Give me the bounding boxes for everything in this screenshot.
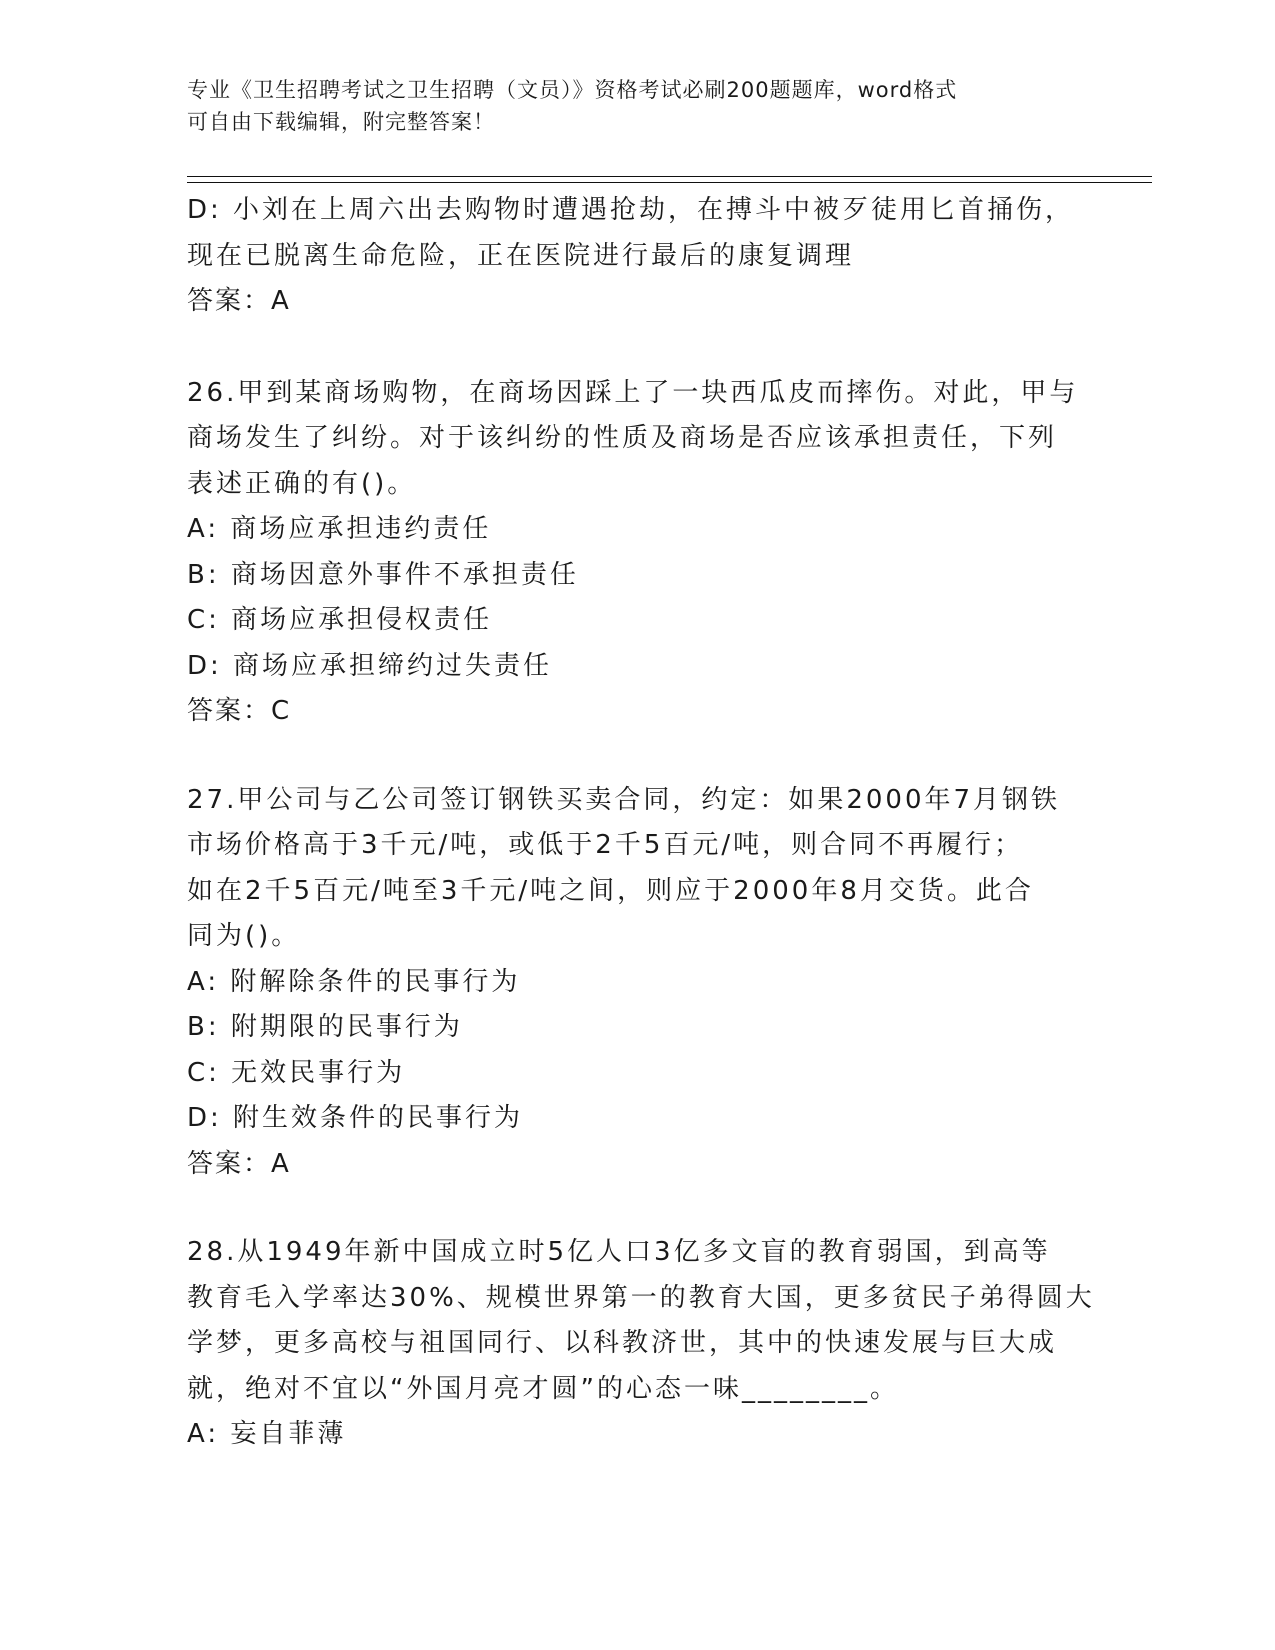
question-stem-line: 学梦，更多高校与祖国同行、以科教济世，其中的快速发展与巨大成 <box>187 1328 1058 1358</box>
question-content <box>187 188 1095 1458</box>
question-25-tail <box>187 188 1087 325</box>
document-header <box>187 74 1087 138</box>
option-d-line-2: 现在已脱离生命危险，正在医院进行最后的康复调理 <box>187 240 855 271</box>
answer-label: 答案：C <box>187 696 292 726</box>
question-stem-line: 26.甲到某商场购物，在商场因踩上了一块西瓜皮而摔伤。对此，甲与 <box>187 377 1079 408</box>
question-stem-line: 如在2千5百元/吨至3千元/吨之间，则应于2000年8月交货。此合 <box>187 875 1034 906</box>
answer-label: 答案：A <box>187 1148 291 1179</box>
header-title-line-1: 专业《卫生招聘考试之卫生招聘（文员）》资格考试必刷200题题库，word格式 <box>187 78 958 102</box>
answer-label: 答案：A <box>187 286 291 316</box>
option-a: A: 附解除条件的民事行为 <box>187 966 521 997</box>
question-stem-line: 教育毛入学率达30%、规模世界第一的教育大国，更多贫民子弟得圆大 <box>187 1282 1095 1313</box>
question-stem-line: 27.甲公司与乙公司签订钢铁买卖合同，约定：如果2000年7月钢铁 <box>187 784 1061 815</box>
question-27 <box>187 778 1087 1188</box>
header-rule-bottom <box>187 182 1152 183</box>
question-26 <box>187 371 1087 735</box>
option-a: A: 妄自菲薄 <box>187 1419 347 1449</box>
question-stem-line: 同为()。 <box>187 921 301 951</box>
option-c: C: 无效民事行为 <box>187 1057 406 1088</box>
option-c: C: 商场应承担侵权责任 <box>187 605 493 635</box>
question-stem-line: 表述正确的有()。 <box>187 468 417 499</box>
question-stem-line: 商场发生了纠纷。对于该纠纷的性质及商场是否应该承担责任，下列 <box>187 423 1058 453</box>
option-d: D: 附生效条件的民事行为 <box>187 1103 524 1133</box>
question-28 <box>187 1230 1095 1458</box>
option-d-line-1: D: 小刘在上周六出去购物时遭遇抢劫，在搏斗中被歹徒用匕首捅伤， <box>187 195 1075 225</box>
option-d: D: 商场应承担缔约过失责任 <box>187 650 553 681</box>
option-a: A: 商场应承担违约责任 <box>187 514 492 544</box>
option-b: B: 附期限的民事行为 <box>187 1012 463 1042</box>
header-rule-top <box>187 176 1152 177</box>
question-stem-line: 28.从1949年新中国成立时5亿人口3亿多文盲的教育弱国，到高等 <box>187 1237 1051 1267</box>
option-b: B: 商场因意外事件不承担责任 <box>187 559 579 590</box>
header-title-line-2: 可自由下载编辑，附完整答案！ <box>187 110 495 134</box>
question-stem-line: 就，绝对不宜以“外国月亮才圆”的心态一味________。 <box>187 1373 899 1404</box>
question-stem-line: 市场价格高于3千元/吨，或低于2千5百元/吨，则合同不再履行； <box>187 830 1024 860</box>
